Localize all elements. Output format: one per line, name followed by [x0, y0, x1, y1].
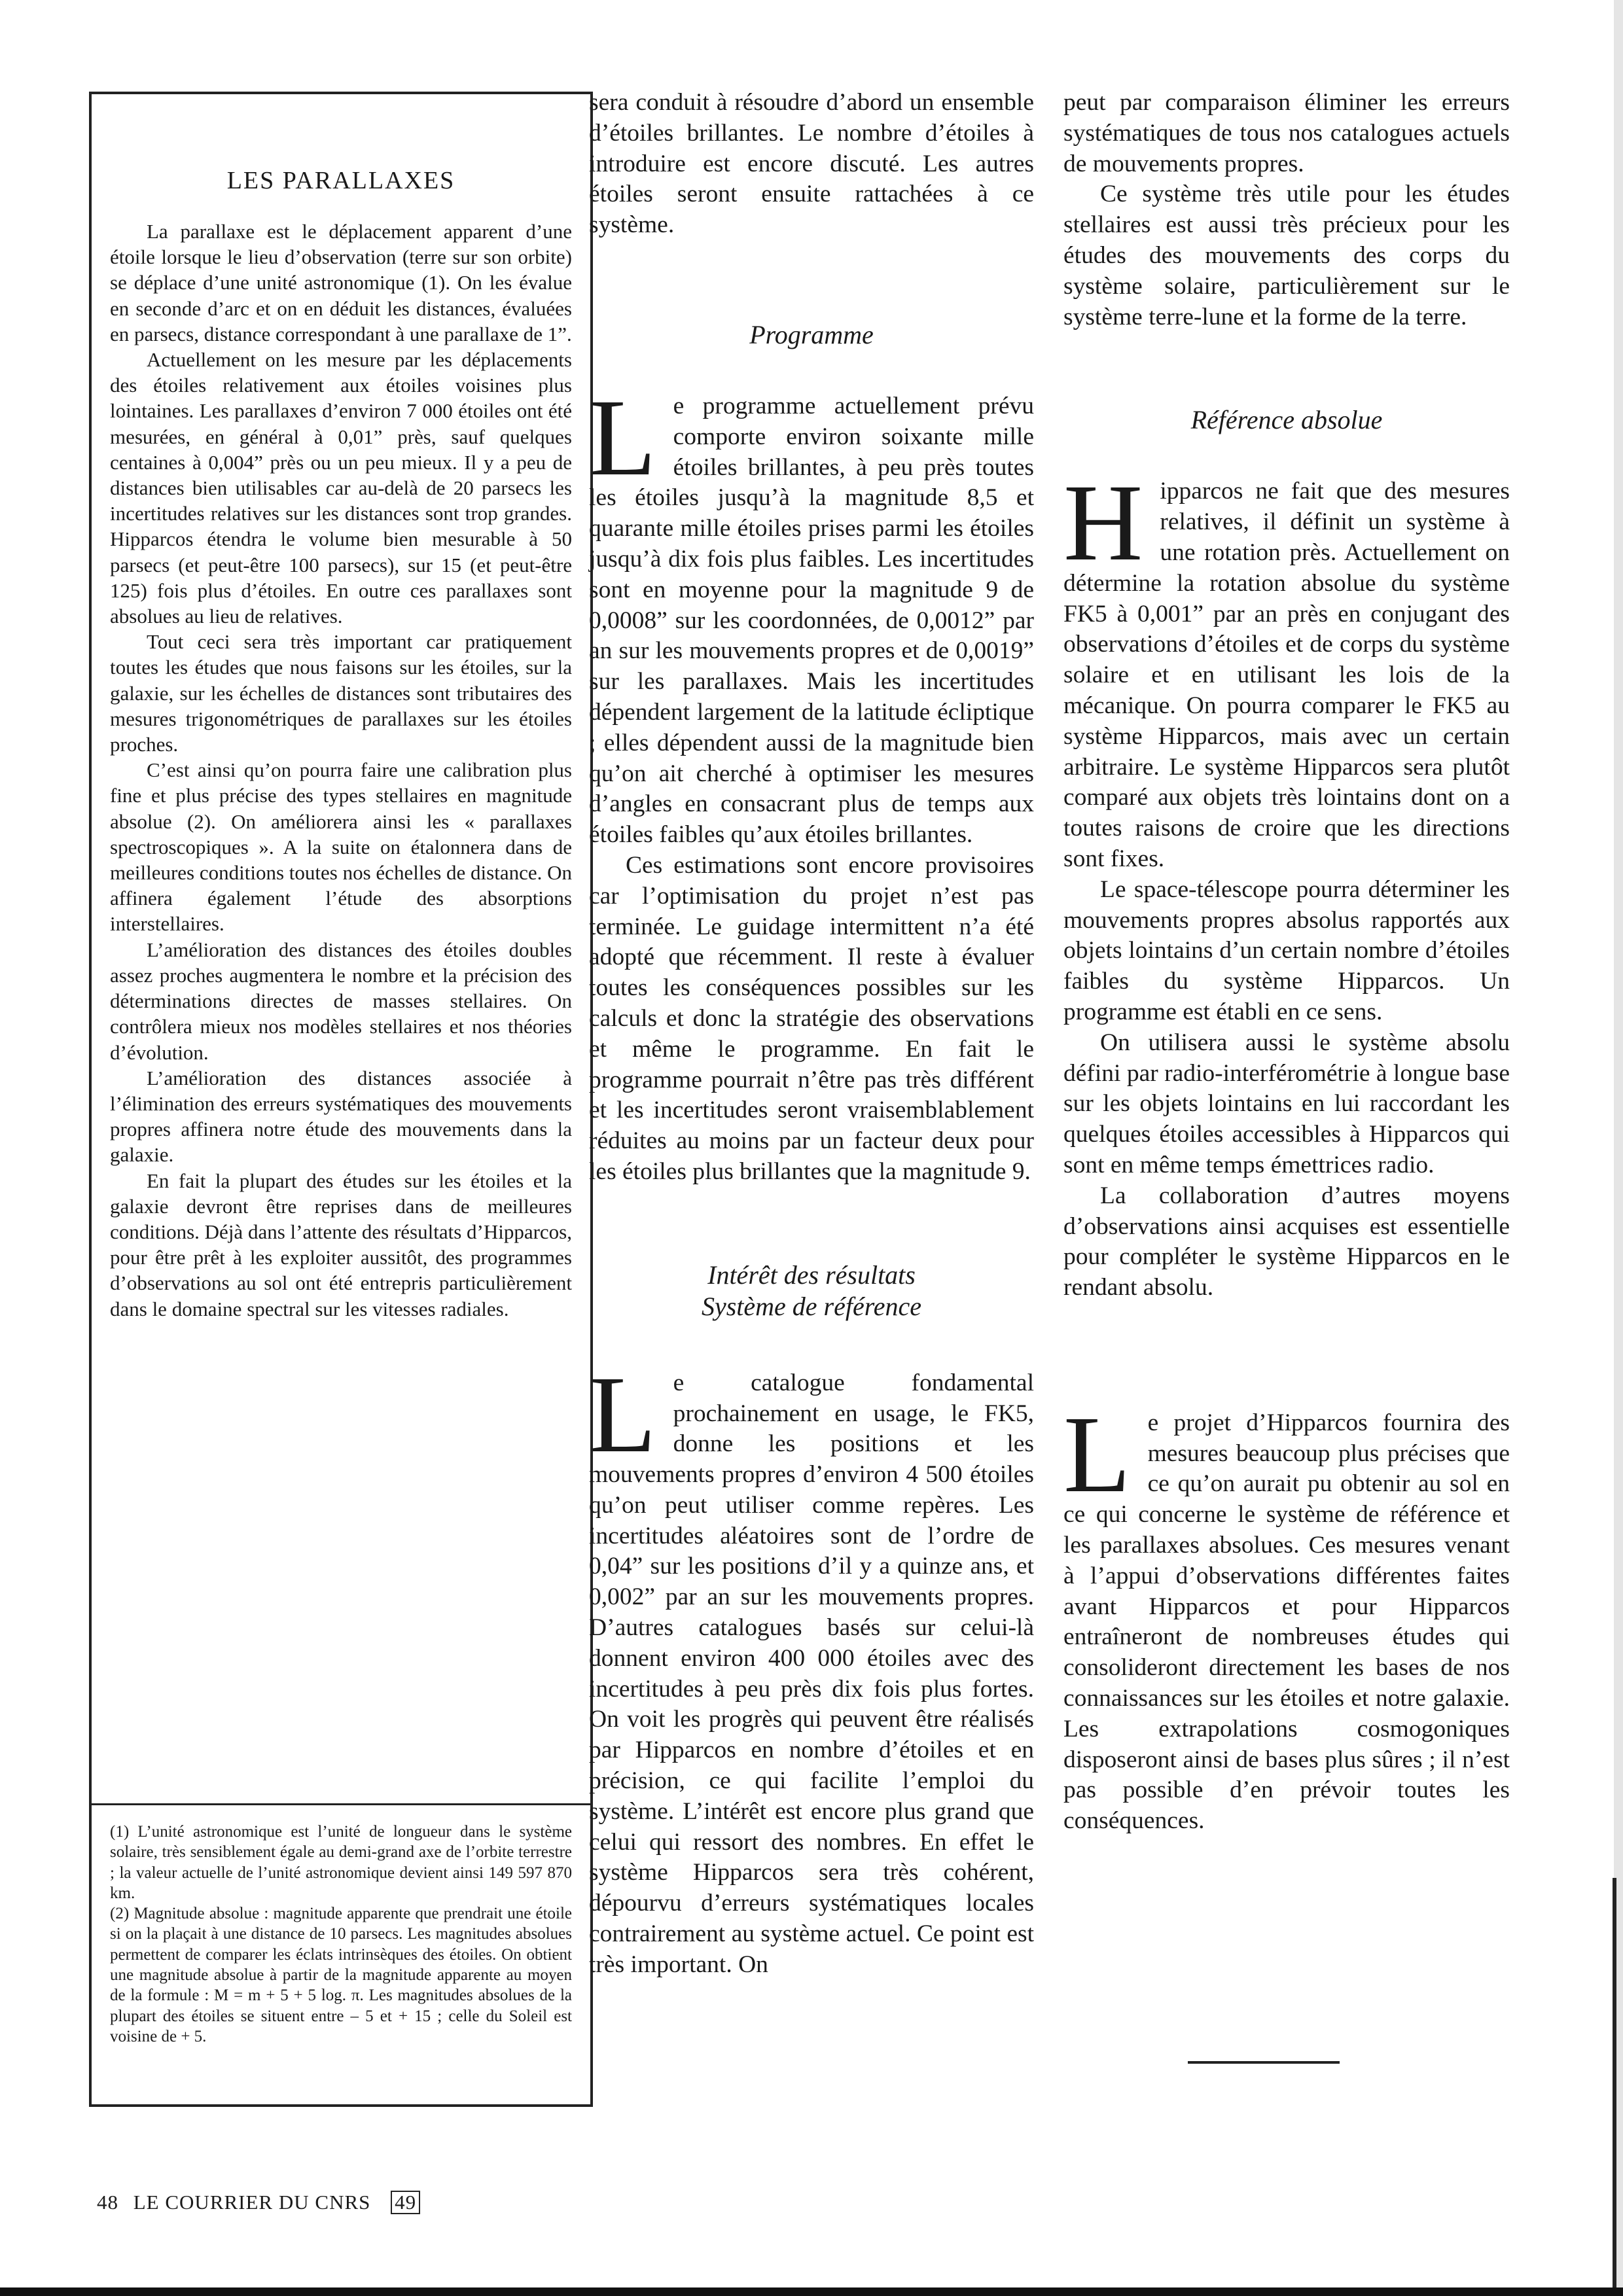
interet-paragraph [589, 1353, 1034, 1981]
dropcap: L [589, 376, 656, 499]
right-intro-1: peut par comparaison éliminer les erreurs systématiques de tous nos catalogues actuels de mouvements propres. [1063, 89, 1510, 177]
footnote-divider [92, 1803, 590, 1805]
publication-name: LE COURRIER DU CNRS [133, 2191, 371, 2214]
sidebar-paragraph: L’amélioration des distances des étoiles doubles assez proches augmentera le nombre et la précision des déterminations directes de masses stellaires. On contrôlera mieux nos modèles stellaires et nos théories d’évolution. [110, 938, 572, 1064]
heading-interet [589, 1260, 1034, 1322]
dropcap: L [589, 1353, 656, 1475]
sidebar-box [89, 92, 593, 2107]
end-rule [1188, 2061, 1340, 2064]
sidebar-title: LES PARALLAXES [226, 167, 455, 194]
middle-column [589, 88, 1034, 1981]
sidebar-body [110, 219, 572, 1322]
sidebar-paragraph: En fait la plupart des études sur les étoiles et la galaxie devront être reprises dans de meilleures conditions. Déjà dans l’attente des résultats d’Hipparcos, pour être prêt à les exploiter aussitôt, des programmes d’observations au sol ont été entrepris particulièrement dans le domaine spectral sur les vitesses radiales. [110, 1169, 572, 1320]
footnote-2: (2) Magnitude absolue : magnitude apparente que prendrait une étoile si on la plaçait à une distance de 10 parsecs. Les magnitudes absolues permettent de comparer les éclats intrinsèques des étoiles. On obtient une magnitude absolue à partir de la magnitude apparente au moyen de la formule : M = m + 5 + 5 log. π. Les magnitudes absolues de la plupart des étoiles se situent entre – 5 et + 15 ; celle du Soleil est voisine de + 5. [110, 1905, 572, 2045]
reference-paragraph-2: Le space-télescope pourra déterminer les mouvements propres absolus rapportés aux objets lointains d’un certain nombre d’étoiles faibles du système Hipparcos. Un programme est établi en ce sens. [1063, 875, 1510, 1025]
heading-interet-line1: Intérêt des résultats [707, 1260, 916, 1290]
reference-paragraph-4: La collaboration d’autres moyens d’observations ainsi acquises est essentielle pour compléter le système Hipparcos en le rendant absolu. [1063, 1182, 1510, 1301]
page-edge-shadow [1613, 1878, 1616, 2287]
reference-paragraph-3: On utilisera aussi le système absolu défini par radio-interférométrie à longue base sur les objets lointains en lui raccordant les quelques étoiles accessibles à Hipparcos qui sont en même temps émettrices radio. [1063, 1029, 1510, 1178]
programme-text-1: e programme actuellement prévu comporte environ soixante mille étoiles brillantes, à peu près toutes les étoiles jusqu’à la magnitude 8,5 et quarante mille étoiles prises parmi les étoiles jusqu’à dix fois plus faibles. Les incertitudes sont en moyenne pour la magnitude 9 de 0,0008” sur les coordonnées, de 0,0012” par an sur les mouvements propres et de 0,0019” sur les parallaxes. Mais les incertitudes dépendent largement de la latitude écliptique ; elles dépendent aussi de la magnitude bien qu’on ait cherché à optimiser les mesures d’angles en consacrant plus de temps aux étoiles faibles qu’aux étoiles brillantes. [589, 392, 1034, 849]
reference-paragraph-1 [1063, 462, 1510, 874]
programme-paragraph-2: Ces estimations sont encore provisoires car l’optimisation du projet n’est pas terminée. Le guidage intermittent n’a été adopté que récemment. Il reste à évaluer toutes les conséquences possibles sur les calculs et donc la stratégie des observations et même le programme. En fait le programme pourrait n’être pas très différent et les incertitudes seront vraisemblablement réduites au moins par un facteur deux pour les étoiles plus brillantes que la magnitude 9. [589, 851, 1034, 1185]
dropcap: H [1063, 462, 1143, 584]
footnotes [110, 1822, 572, 2047]
sidebar-paragraph: L’amélioration des distances associée à l’élimination des erreurs systématiques des mouvements propres affinera notre étude des mouvements dans la galaxie. [110, 1066, 572, 1167]
heading-programme: Programme [749, 319, 874, 349]
sidebar-paragraph: La parallaxe est le déplacement apparent d’une étoile lorsque le lieu d’observation (terre sur son orbite) se déplace d’une unité astronomique (1). On les évalue en seconde d’arc et on en déduit les distances, évaluées en parsecs, distance correspondant à une parallaxe de 1”. [110, 220, 572, 345]
dropcap: L [1063, 1393, 1131, 1515]
interet-text: e catalogue fondamental prochainement en usage, le FK5, donne les positions et les mouvements propres d’environ 4 500 étoiles qu’on peut utiliser comme repères. Les incertitudes aléatoires sont de l’ordre de 0,04” sur les positions d’il y a quinze ans, et 0,002” par an sur les mouvements propres. D’autres catalogues basés sur celui-là donnent environ 400 000 étoiles avec des incertitudes à peu près dix fois plus fortes. On voit les progrès qui peuvent être réalisés par Hipparcos en nombre d’étoiles et en précision, ce qui facilite l’emploi du système. L’intérêt est encore plus grand que celui qui ressort des nombres. En effet le système Hipparcos sera très cohérent, dépourvu d’erreurs systématiques locales contrairement au système actuel. Ce point est très important. On [589, 1369, 1034, 1978]
sidebar-paragraph: Tout ceci sera très important car pratiquement toutes les études que nous faisons sur les étoiles, sur la galaxie, sur les échelles de distances sont tributaires des mesures trigonométriques de parallaxes sur les étoiles proches. [110, 630, 572, 756]
right-column [1063, 88, 1510, 1837]
conclusion-text: e projet d’Hipparcos fournira des mesures beaucoup plus précises que ce qu’on aurait pu obtenir au sol en ce qui concerne le système de référence et les parallaxes absolues. Ces mesures venant à l’appui d’observations différentes faites avant Hipparcos et pour Hipparcos entraîneront de nombreuses études qui consolideront directement les bases de nos connaissances sur les étoiles et notre galaxie. Les extrapolations cosmogoniques disposeront ainsi de bases plus sûres ; il n’est pas possible d’en prévoir toutes les conséquences. [1063, 1409, 1510, 1835]
page-number: 48 [97, 2191, 118, 2214]
right-intro-2: Ce système très utile pour les études stellaires est aussi très précieux pour les études des mouvements des corps du système solaire, particulièrement sur le système terre-lune et la forme de la terre. [1063, 181, 1510, 330]
programme-paragraph-1 [589, 376, 1034, 851]
sidebar-paragraph: Actuellement on les mesure par les déplacements des étoiles relativement aux étoiles voisines plus lointaines. Les parallaxes d’environ 7 000 étoiles ont été mesurées, en général à 0,01” près, sauf quelques centaines à 0,004” près ou un peu mieux. Il y a peu de distances bien utilisables car au-delà de 20 parsecs les incertitudes relatives sur les distances sont trop grandes. Hipparcos étendra le volume bien mesurable à 50 parsecs (et peut-être 100 parsecs), sur 15 (et peut-être 125) fois plus d’étoiles. En outre ces parallaxes sont absolues au lieu de relatives. [110, 348, 572, 628]
heading-interet-line2: Système de référence [701, 1291, 922, 1321]
heading-reference-absolue: Référence absolue [1190, 405, 1383, 435]
page-footer [97, 2191, 420, 2214]
middle-intro: sera conduit à résoudre d’abord un ensemble d’étoiles brillantes. Le nombre d’étoiles à introduire est encore discuté. Les autres étoiles seront ensuite rattachées à ce système. [589, 89, 1034, 239]
reference-text-1: ipparcos ne fait que des mesures relatives, il définit un système à une rotation près. Actuellement on détermine la rotation absolue du système FK5 à 0,001” par an près en conjugant des observations d’étoiles et de corps du système solaire et en utilisant les lois de la mécanique. On pourra comparer le FK5 au système Hipparcos, mais avec un certain arbitraire. Le système Hipparcos sera plutôt comparé aux objets très lointains dont on a toutes raisons de croire que les directions sont fixes. [1063, 478, 1510, 872]
footnote-1: (1) L’unité astronomique est l’unité de longueur dans le système solaire, très sensiblement égale au demi-grand axe de l’orbite terrestre ; la valeur actuelle de l’unité astronomique devient ainsi 149 597 870 km. [110, 1823, 572, 1902]
issue-number: 49 [391, 2191, 420, 2214]
sidebar-paragraph: C’est ainsi qu’on pourra faire une calibration plus fine et plus précise des types stellaires en magnitude absolue (2). On améliorera ainsi les « parallaxes spectroscopiques ». A la suite on étalonnera dans de meilleures conditions toutes nos échelles de distance. On affinera également l’étude des absorptions interstellaires. [110, 758, 572, 936]
conclusion-paragraph [1063, 1393, 1510, 1837]
page-bottom-edge [0, 2287, 1623, 2296]
